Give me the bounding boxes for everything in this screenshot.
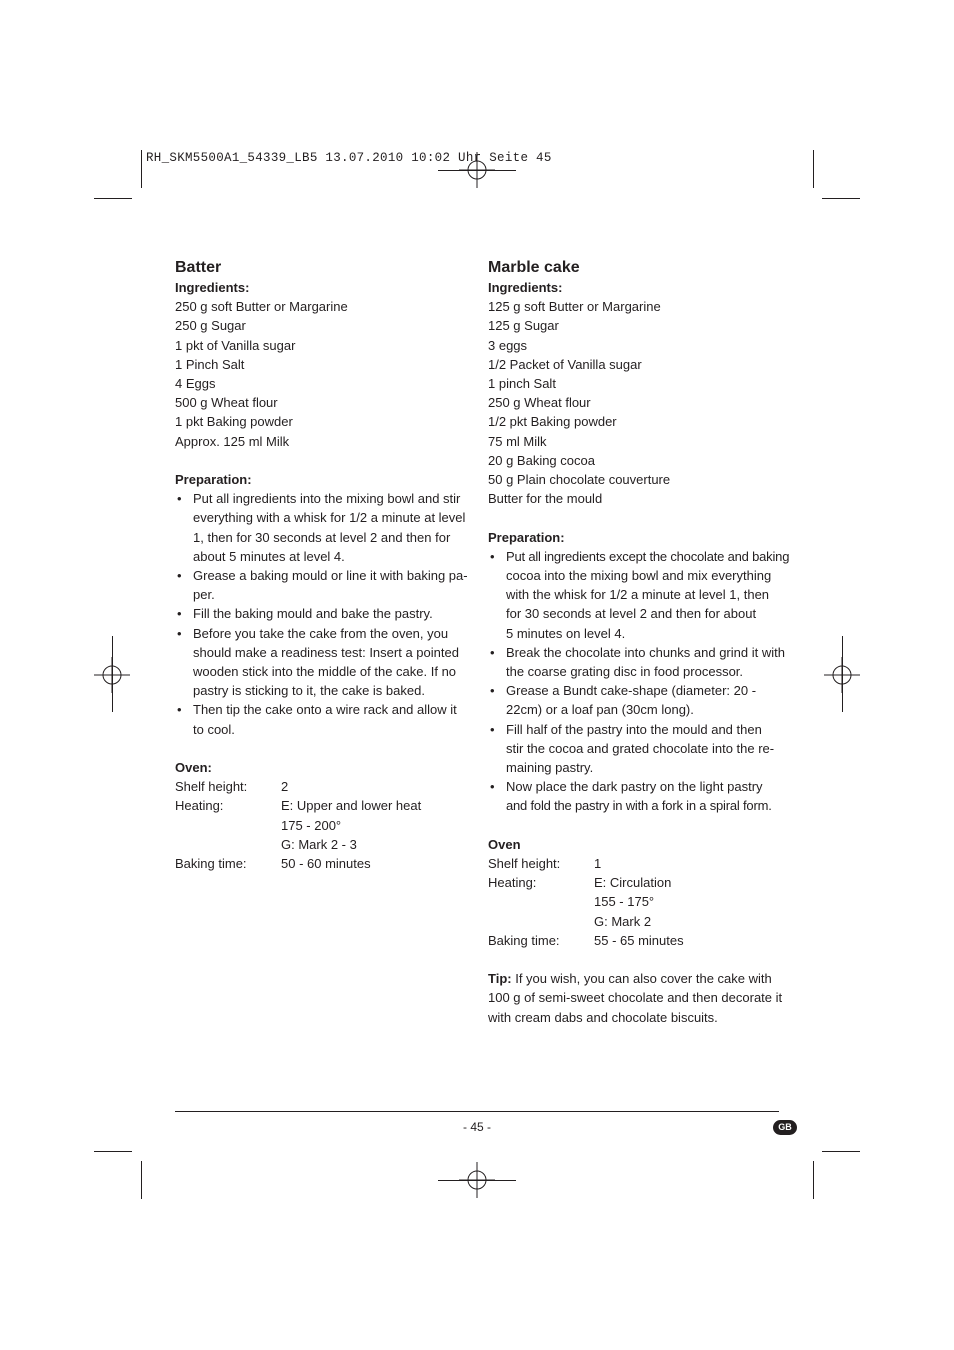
preparation-label: Preparation:	[488, 529, 565, 545]
oven-label: Oven:	[175, 760, 212, 776]
ingredient: 250 g Sugar	[175, 318, 246, 334]
ingredients-label: Ingredients:	[488, 280, 563, 295]
crop-mark	[94, 1151, 132, 1152]
list-item: • Then tip the cake onto a wire rack and allow it to cool.	[177, 702, 457, 737]
crop-mark	[842, 636, 843, 712]
footer-divider	[175, 1111, 779, 1112]
marble-cake-section	[488, 258, 788, 1027]
section-title: Marble cake	[488, 259, 580, 276]
list-item: • Now place the dark pastry on the light pastry and fold the pastry in with a fork in a spiral form.	[490, 779, 772, 814]
bullet-icon: •	[490, 644, 495, 660]
preparation-label: Preparation:	[175, 472, 252, 488]
ingredients-list	[488, 297, 788, 508]
list-item: • Fill half of the pastry into the mould and then stir the cocoa and grated chocolate into the re- maining pastry.	[490, 721, 775, 776]
oven-row: Heating: E: Upper and lower heat 175 - 200° G: Mark 2 - 3	[175, 798, 422, 852]
ingredient: 500 g Wheat flour	[175, 395, 278, 411]
ingredient: 125 g soft Butter or Margarine	[488, 299, 661, 315]
ingredient: 1/2 pkt Baking powder	[488, 414, 617, 430]
ingredient: 1 pkt Baking powder	[175, 414, 293, 430]
ingredient: 1/2 Packet of Vanilla sugar	[488, 356, 642, 372]
crop-mark	[141, 1161, 142, 1199]
list-item: • Before you take the cake from the oven, you should make a readiness test: Insert a pointed wooden stick into the middle of the cake. If no pastry is sticking to it, the cake is baked.	[177, 625, 459, 699]
ingredient: 250 g Wheat flour	[488, 395, 591, 411]
tip-label: Tip:	[488, 971, 512, 987]
list-item: • Break the chocolate into chunks and grind it with the coarse grating disc in food processor.	[490, 644, 785, 680]
page-number: - 45 -	[462, 1120, 491, 1134]
ingredient: 20 g Baking cocoa	[488, 452, 595, 468]
preparation-steps	[488, 547, 788, 816]
ingredient: 125 g Sugar	[488, 318, 559, 334]
bullet-icon: •	[490, 548, 495, 564]
ingredients-label: Ingredients:	[175, 280, 250, 295]
ingredient: 250 g soft Butter or Margarine	[175, 299, 348, 315]
list-item: • Put all ingredients into the mixing bowl and stir everything with a whisk for 1/2 a minute at level 1, then for 30 seconds at level 2 and then for about 5 minutes at level 4.	[177, 491, 466, 564]
crop-mark	[94, 198, 132, 199]
bullet-icon: •	[177, 625, 182, 641]
crop-mark	[141, 150, 142, 188]
bullet-icon: •	[177, 568, 182, 584]
bullet-icon: •	[177, 702, 182, 718]
ingredient: 50 g Plain chocolate couverture	[488, 472, 671, 488]
ingredient: 4 Eggs	[175, 376, 216, 392]
bullet-icon: •	[490, 779, 495, 795]
ingredient: 1 pinch Salt	[488, 376, 556, 392]
crop-mark	[112, 636, 113, 712]
bullet-icon: •	[177, 491, 182, 507]
ingredient: 1 Pinch Salt	[175, 356, 245, 372]
oven-label: Oven	[488, 836, 521, 852]
preparation-steps	[175, 489, 475, 739]
crop-mark	[438, 1180, 516, 1181]
ingredient: 1 pkt of Vanilla sugar	[175, 337, 296, 353]
bullet-icon: •	[490, 721, 495, 737]
crop-mark	[813, 150, 814, 188]
list-item: • Grease a baking mould or line it with baking pa- per.	[177, 568, 468, 603]
ingredient: Butter for the mould	[488, 491, 603, 507]
list-item: • Fill the baking mould and bake the pastry.	[175, 604, 475, 623]
language-badge: GB	[773, 1120, 797, 1135]
crop-mark	[438, 170, 516, 171]
oven-row: Shelf height: 2	[175, 779, 289, 795]
oven-settings	[488, 854, 788, 950]
ingredients-list	[175, 297, 475, 451]
tip-paragraph: Tip: If you wish, you can also cover the cake with 100 g of semi-sweet chocolate and then decorate it with cream dabs and chocolate biscuits.	[488, 971, 783, 1025]
ingredient: Approx. 125 ml Milk	[175, 433, 290, 449]
print-slug: RH_SKM5500A1_54339_LB5 13.07.2010 10:02 Uhr Seite 45	[146, 151, 552, 165]
crop-mark	[822, 198, 860, 199]
crop-mark	[813, 1161, 814, 1199]
bullet-icon: •	[177, 606, 182, 622]
section-title: Batter	[175, 259, 222, 276]
ingredient: 75 ml Milk	[488, 433, 547, 449]
bullet-icon: •	[490, 683, 495, 699]
list-item: • Grease a Bundt cake-shape (diameter: 20 - 22cm) or a loaf pan (30cm long).	[490, 683, 757, 718]
oven-row: Baking time: 55 - 65 minutes	[488, 932, 684, 948]
batter-section	[175, 258, 475, 873]
crop-mark	[822, 1151, 860, 1152]
ingredient: 3 eggs	[488, 337, 528, 353]
oven-row: Shelf height: 1	[488, 856, 602, 872]
oven-row: Heating: E: Circulation 155 - 175° G: Mark 2	[488, 875, 672, 929]
list-item: • Put all ingredients except the chocolate and baking cocoa into the mixing bowl and mix everything with the whisk for 1/2 a minute at level 1, then for 30 seconds at level 2 and then for about 5 minutes on level 4.	[490, 548, 790, 641]
oven-settings	[175, 777, 475, 873]
oven-row: Baking time: 50 - 60 minutes	[175, 856, 371, 872]
